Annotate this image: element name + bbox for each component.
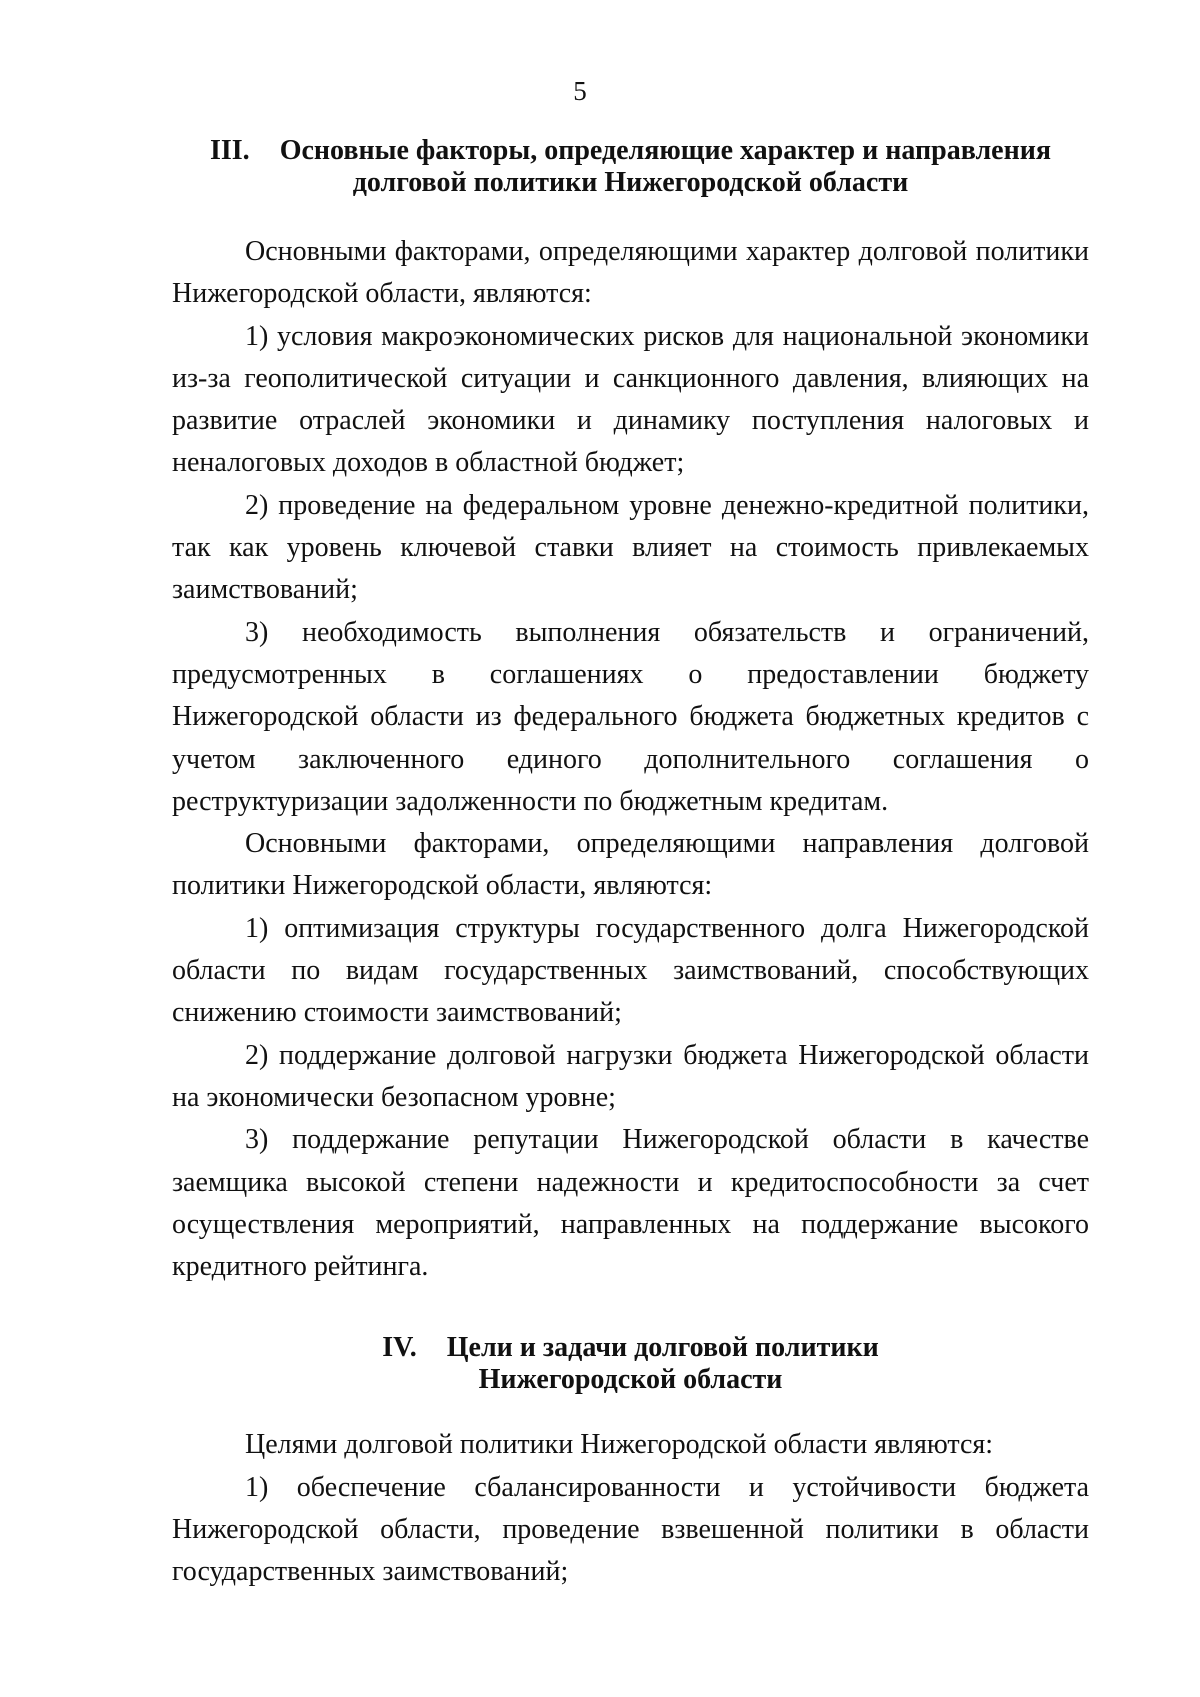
section-3-paragraph: 1) оптимизация структуры государственного долга Нижегородской области по видам государственных заимствований, способствующих снижению стоимости заимствований; (172, 912, 1089, 1029)
section-4-number: IV. (382, 1332, 417, 1364)
section-4-paragraph: 1) обеспечение сбалансированности и устойчивости бюджета Нижегородской области, проведение взвешенной политики в области государственных заимствований; (172, 1471, 1089, 1588)
section-3-number: III. (209, 135, 250, 166)
page-number: 5 (573, 76, 587, 106)
document-body (172, 135, 1089, 1594)
section-3-title-line-1: Основные факторы, определяющие характер и направления (279, 135, 1051, 166)
section-4-title-line-1: Цели и задачи долговой политики (446, 1332, 879, 1364)
section-4-heading-line-1 (172, 1332, 1089, 1364)
section-3-paragraph: 3) необходимость выполнения обязательств и ограничений, предусмотренных в соглашениях о предоставлении бюджету Нижегородской области из федерального бюджета бюджетных кредитов с учетом заключенного единого дополнительного соглашения о реструктуризации задолженности по бюджетным кредитам. (172, 616, 1089, 817)
section-3-paragraph: 2) проведение на федеральном уровне денежно-кредитной политики, так как уровень ключевой ставки влияет на стоимость привлекаемых заимствований; (172, 489, 1089, 606)
section-4-title-line-2: Нижегородской области (478, 1364, 783, 1396)
section-3-heading (172, 135, 1089, 199)
section-3-paragraph: Основными факторами, определяющими направления долговой политики Нижегородской области, являются: (172, 828, 1089, 902)
section-3-paragraph: Основными факторами, определяющими характер долговой политики Нижегородской области, являются: (172, 236, 1089, 310)
section-3-paragraph: 3) поддержание репутации Нижегородской области в качестве заемщика высокой степени надежности и кредитоспособности за счет осуществления мероприятий, направленных на поддержание высокого кредитного рейтинга. (172, 1124, 1089, 1283)
section-3-heading-line-1 (172, 135, 1089, 167)
section-3-paragraph: 1) условия макроэкономических рисков для национальной экономики из-за геополитической ситуации и санкционного давления, влияющих на развитие отраслей экономики и динамику поступления налоговых и неналоговых доходов в областной бюджет; (172, 320, 1089, 479)
section-4-paragraph: Целями долговой политики Нижегородской области являются: (245, 1429, 994, 1461)
section-3-paragraph: 2) поддержание долговой нагрузки бюджета Нижегородской области на экономически безопасном уровне; (172, 1039, 1089, 1113)
section-4-heading (172, 1332, 1089, 1396)
section-3-title-line-2: долговой политики Нижегородской области (352, 167, 909, 198)
